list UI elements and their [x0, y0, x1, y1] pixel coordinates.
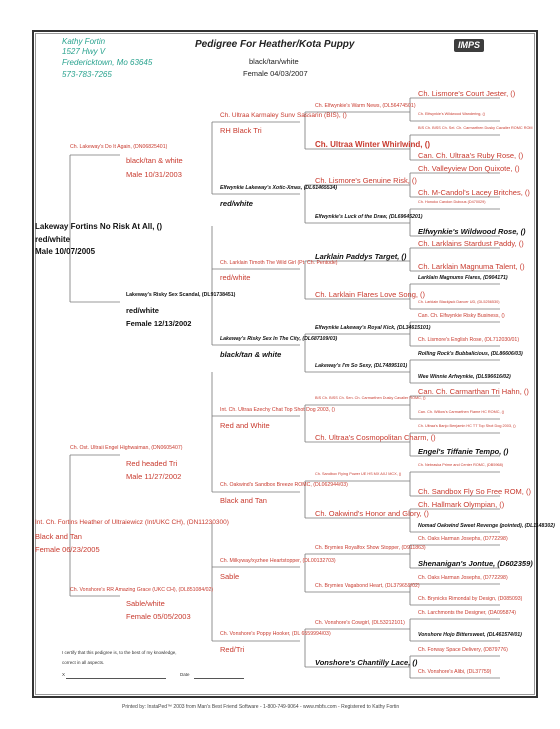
gen5-ancestor-name: Ch. Ultraa's Banjo Benjamin HC TT Top Shot Dog 2003, (): [418, 424, 516, 428]
gen4-ancestor-name: Ch. Sandbox Flying Power UE HS MX AXJ MCX, (): [315, 472, 402, 476]
gen5-ancestor-name: Rolling Rock's Bubbalicious, (DL86606/03): [418, 351, 523, 357]
gen2-sd-info: Female 12/13/2002: [126, 319, 192, 328]
gen1-dam-name: Int. Ch. Fortins Heather of Ultraiewicz (Int/UKC CH), (DN11230300): [35, 519, 229, 526]
gen5-ancestor-name: Ch. Larchmonts the Designer, (DA095874): [418, 610, 517, 616]
printed-by-footer: Printed by: InstaPed™ 2003 from Man's Best Friend Software - 1-800-749-9064 - www.mbfs.com - Registered to Kathy Fortin: [122, 704, 400, 710]
gen4-ancestor-name: BIS Ch. BISS Ch. Sen. Ch. Carmarthen Dusky Cavalier ROMC, (): [315, 396, 426, 400]
gen5-ancestor-name: Vonshore Hojo Bittersweet, (DL461574/01): [418, 632, 522, 638]
gen2-ds-info: Male 11/27/2002: [126, 472, 182, 481]
date-line: [194, 678, 244, 679]
software-logo: IMPS: [454, 39, 484, 52]
gen5-ancestor-name: Elfwynkie's Wildwood Rose, (): [418, 227, 526, 236]
pedigree-title: Pedigree For Heather/Kota Puppy: [195, 39, 355, 50]
gen4-ancestor-name: Ch. Lismore's Genuine Risk, (): [315, 176, 417, 185]
gen1-sire-info: Male 10/07/2005: [35, 247, 96, 256]
gen4-ancestor-name: Ch. Ultraa's Cosmopolitan Charm, (): [315, 433, 436, 442]
gen4-ancestor-name: Ch. Ultraa Winter Whirlwind, (): [315, 140, 431, 149]
gen3-ancestor-color: Sable: [220, 572, 240, 581]
gen2-ss-color: black/tan & white: [126, 156, 183, 165]
gen4-ancestor-name: Ch. Vonshore's Cowgirl, (DL53212101): [315, 620, 405, 626]
gen5-ancestor-name: Engel's Tiffanie Tempo, (): [418, 447, 509, 456]
gen4-ancestor-name: Elfwynkie Lakeway's Royal Kick, (DL34615101): [315, 325, 431, 331]
gen4-ancestor-name: Ch. Brymies Royalfox Show Stopper, (D911863): [315, 545, 426, 551]
date-label: Date: [180, 672, 190, 677]
gen5-ancestor-name: Can. Ch. Ultraa's Ruby Rose, (): [418, 151, 524, 160]
gen2-sd-name: Lakeway's Risky Sex Scandal, (DL91738451): [126, 292, 236, 298]
puppy-color: black/tan/white: [249, 57, 299, 66]
gen3-ancestor-name: Ch. Ultraa Karmaley Sunv Sassarin (BIS), (): [220, 112, 347, 119]
gen1-sire-color: red/white: [35, 235, 71, 244]
gen3-ancestor-color: RH Black Tri: [220, 126, 262, 135]
gen2-dd-color: Sable/white: [126, 599, 165, 608]
gen3-ancestor-name: Elfwynkie Lakeway's Xotic-Xmas, (DL61465534): [220, 185, 338, 191]
gen5-ancestor-name: Ch. Lismore's English Rose, (DL712030/01): [418, 337, 520, 343]
gen2-dd-name: Ch. Vonshore's RR Amazing Grace (UKC CH), (DL851084/02): [70, 587, 214, 593]
gen1-dam-color: Black and Tan: [35, 532, 82, 541]
signature-line: [66, 678, 166, 679]
gen4-ancestor-name: Ch. Brymies Vagabond Heart, (DL379659/02): [315, 583, 420, 589]
breeder-phone: 573-783-7265: [62, 70, 112, 79]
gen4-ancestor-name: Lakeway's I'm So Sexy, (DL74895101): [315, 363, 408, 369]
gen2-dd-info: Female 05/05/2003: [126, 612, 191, 621]
gen5-ancestor-name: Ch. Oaks Harman Josephs, (D772298): [418, 536, 508, 542]
gen3-ancestor-color: Black and Tan: [220, 496, 267, 505]
gen5-ancestor-name: Ch. Forway Space Delivery, (D879776): [418, 647, 508, 653]
gen5-ancestor-name: Ch. Hallmark Olympian, (): [418, 500, 505, 509]
gen3-ancestor-name: Int. Ch. Ultraa Ezechy Chat Top Shot Dog 2003, (): [220, 407, 335, 413]
gen3-ancestor-color: Red and White: [220, 421, 270, 430]
gen1-dam-info: Female 06/23/2005: [35, 545, 100, 554]
gen2-ds-name: Ch. Ost. Ultraii Engel Highwaiman, (DN0605407): [70, 445, 183, 451]
gen4-ancestor-name: Ch. Oakwind's Honor and Glory, (): [315, 509, 429, 518]
gen3-ancestor-color: red/white: [220, 273, 251, 282]
certify-line1: I certify that this pedigree is, to the best of my knowledge,: [62, 650, 177, 655]
gen3-ancestor-name: Lakeway's Risky Sex In The City, (DL687109/03): [220, 336, 338, 342]
breeder-address-line1: 1527 Hwy V: [62, 47, 106, 56]
gen5-ancestor-name: Ch. Larklain Magnuma Talent, (): [418, 262, 525, 271]
gen2-ds-color: Red headed Tri: [126, 459, 178, 468]
gen5-ancestor-name: Nomad Oakwind Sweet Revenge (pointed), (DL1148302): [418, 523, 555, 529]
gen5-ancestor-name: Ch. Brynicks Rimondal by Design, (D085093): [418, 596, 523, 602]
gen5-ancestor-name: Wee Winnie Arfwynkie, (DL596616/02): [418, 374, 511, 380]
breeder-name: Kathy Fortin: [62, 37, 106, 46]
gen2-ss-info: Male 10/31/2003: [126, 170, 182, 179]
gen4-ancestor-name: Elfwynkie's Luck of the Draw, (DL69645201): [315, 214, 423, 220]
gen4-ancestor-name: Vonshore's Chantilly Lace, (): [315, 658, 418, 667]
gen4-ancestor-name: Ch. Larklain Flares Love Song, (): [315, 290, 426, 299]
gen5-ancestor-name: Ch. M-Candol's Lacey Britches, (): [418, 188, 530, 197]
gen5-ancestor-name: Can. Ch. Carmarthan Tri Hahn, (): [418, 387, 529, 396]
gen5-ancestor-name: Larklain Magnums Flares, (D904171): [418, 275, 508, 281]
signature-x: X: [62, 672, 66, 677]
gen3-ancestor-name: Ch. Oakwind's Sandbox Breeze ROMC, (DL062944/03): [220, 482, 348, 488]
gen5-ancestor-name: Ch. Nebraska Prime and Center ROMC, (DB5968): [418, 463, 504, 467]
gen5-ancestor-name: Ch. Oaks Harman Josephs, (D772298): [418, 575, 508, 581]
gen5-ancestor-name: Ch. Honoko Carolon Dubous (D470029): [418, 200, 486, 204]
gen3-ancestor-color: Red/Tri: [220, 645, 245, 654]
gen5-ancestor-name: Ch. Vonshore's Alibi, (DL37759): [418, 669, 492, 675]
gen5-ancestor-name: Ch. Valleyview Don Quixote, (): [418, 164, 520, 173]
gen3-ancestor-name: Ch. Larklain Timoth The Wild Girl (Pt. Ch. Pentode): [220, 260, 338, 266]
gen4-ancestor-name: Ch. Elfwynkie's Warm News, (DL56474501): [315, 103, 416, 109]
gen3-ancestor-name: Ch. Vonshore's Poppy Hooker, (DL 6559994/03): [220, 631, 331, 637]
breeder-address-line2: Fredericktown, Mo 63645: [62, 58, 153, 67]
gen3-ancestor-color: black/tan & white: [220, 350, 282, 359]
certify-line2: correct in all aspects.: [62, 660, 105, 665]
gen5-ancestor-name: Ch. Larklain Blackjack Dancer UD, (DL5256530): [418, 300, 500, 304]
puppy-sex-dob: Female 04/03/2007: [243, 69, 308, 78]
gen5-ancestor-name: BIS Ch. BISS Ch. Sel. Ch. Carmarthen Dusky Cavalier ROMC ROM: [418, 126, 533, 130]
gen3-ancestor-color: red/white: [220, 199, 253, 208]
gen5-ancestor-name: Ch. Lismore's Court Jester, (): [418, 89, 516, 98]
gen5-ancestor-name: Ch. Sandbox Fly So Free ROM, (): [418, 487, 531, 496]
gen5-ancestor-name: Shenanigan's Jontue, (D602359): [418, 559, 533, 568]
gen1-sire-name: Lakeway Fortins No Risk At All, (): [35, 222, 162, 231]
gen5-ancestor-name: Can. Ch. Willow's Carmarthen Flame HC ROMC, (): [418, 410, 505, 414]
gen4-ancestor-name: Larklain Paddys Target, (): [315, 252, 407, 261]
gen2-sd-color: red/white: [126, 306, 159, 315]
gen5-ancestor-name: Ch. Larklains Stardust Paddy, (): [418, 239, 524, 248]
gen5-ancestor-name: Ch. Elfwynkie's Wildwood Wandering, (): [418, 112, 486, 116]
gen3-ancestor-name: Ch. Milkyway/xyzhee Heartstopper, (DL00132703): [220, 558, 336, 564]
gen5-ancestor-name: Can. Ch. Elfwynkie Risky Business, (): [418, 313, 505, 319]
gen2-ss-name: Ch. Lakeway's Do It Again, (DN06825401): [70, 144, 168, 150]
